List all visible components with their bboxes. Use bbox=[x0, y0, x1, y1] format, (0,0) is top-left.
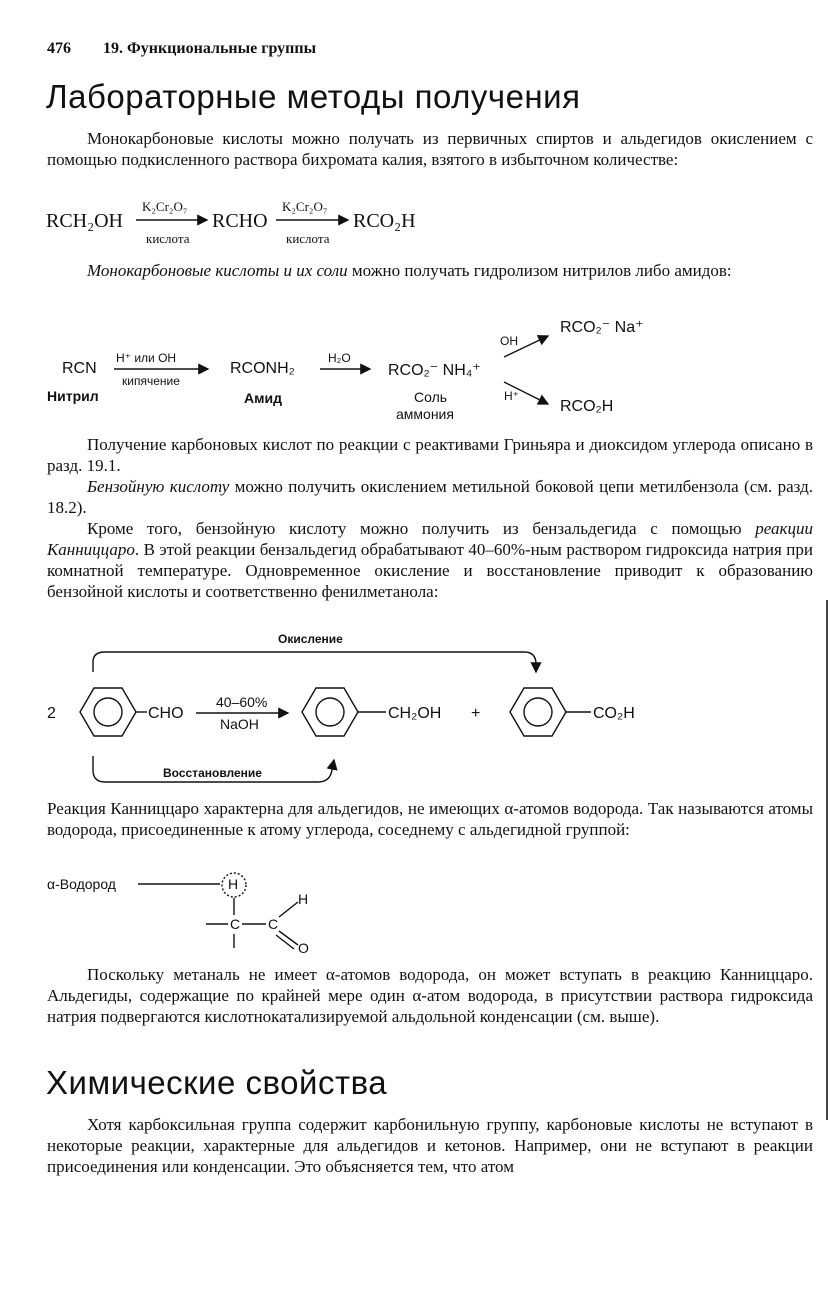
scheme-arrow2-top: H₂O bbox=[328, 351, 351, 365]
benzene-ring-1 bbox=[80, 688, 136, 736]
alpha-hydrogen-label: α-Водород bbox=[47, 876, 116, 892]
scheme-arrow-oh bbox=[504, 336, 548, 357]
eq1-condition2: кислота bbox=[286, 231, 330, 246]
section-title-chemical-properties: Химические свойства bbox=[46, 1064, 388, 1101]
scheme-arrow1-top: H⁺ или OH bbox=[116, 351, 177, 365]
cannizzaro-cho: CHO bbox=[148, 705, 184, 722]
cannizzaro-arrow-top: 40–60% bbox=[216, 694, 268, 710]
scheme-amide-name: Амид bbox=[244, 390, 282, 406]
paragraph-cannizzaro-italic: реакции Канниццаро bbox=[47, 519, 813, 559]
aromatic-circle-2 bbox=[316, 698, 344, 726]
oxidation-arrow bbox=[93, 652, 536, 672]
alpha-circled-h: H bbox=[228, 876, 239, 892]
paragraph-methanal: Поскольку метаналь не имеет α-атомов водорода, он может вступать в реакцию Канниццаро. Альдегиды, содержащие по крайней мере один α-атом водорода, в присутствии раствора гидроксида натрия подвергаются кислотнокатализируемой альдольной конденсации (см. выше). bbox=[47, 965, 813, 1026]
scheme-amide: RCONH₂ bbox=[230, 360, 295, 377]
carbonyl-oxygen: O bbox=[298, 940, 309, 956]
paragraph-nitriles-italic: Монокарбоновые кислоты и их соли bbox=[87, 261, 348, 280]
aldehyde-hydrogen: H bbox=[298, 891, 309, 907]
benzene-ring-2 bbox=[302, 688, 358, 736]
eq1-reagent2: K₂Cr₂O₇ bbox=[282, 199, 328, 214]
eq1-intermediate: RCHO bbox=[212, 210, 268, 232]
scheme-salt-name-1: Соль bbox=[414, 389, 448, 405]
scheme-product-bottom: RCO₂H bbox=[560, 398, 614, 415]
scheme-h-label: H⁺ bbox=[504, 389, 519, 403]
benzene-ring-3 bbox=[510, 688, 566, 736]
paragraph-intro: Монокарбоновые кислоты можно получать из первичных спиртов и альдегидов окислением с помощью подкисленного раствора бихромата калия, взятого в избыточном количестве: bbox=[47, 129, 813, 169]
scheme-oh-label: OH bbox=[500, 334, 518, 348]
reduction-arrow bbox=[93, 756, 334, 782]
eq1-condition1: кислота bbox=[146, 231, 190, 246]
paragraph-benzoic-rest: можно получить окислением метильной боковой цепи метилбензола (см. разд. 18.2). bbox=[47, 477, 813, 517]
eq1-reactant: RCH₂OH bbox=[46, 210, 123, 232]
eq1-reagent1: K₂Cr₂O₇ bbox=[142, 199, 188, 214]
scheme-rcn-name: Нитрил bbox=[47, 388, 99, 404]
cannizzaro-arrow-bottom: NaOH bbox=[220, 716, 259, 732]
paragraph-benzoic-italic: Бензойную кислоту bbox=[87, 477, 230, 496]
paragraph-alpha-hydrogen: Реакция Канниццаро характерна для альдегидов, не имеющих α-атомов водорода. Так называются атомы водорода, присоединенные к атому углерода, соседнему с альдегидной группой: bbox=[47, 799, 813, 839]
alpha-h-dashed-circle bbox=[222, 873, 246, 897]
scheme-salt-name-2: аммония bbox=[396, 406, 454, 422]
scheme-product-top: RCO₂⁻ Na⁺ bbox=[560, 319, 644, 336]
paragraph-cannizzaro-a: Кроме того, бензойную кислоту можно получить из бензальдегида с помощью bbox=[87, 519, 756, 538]
chapter-title: 19. Функциональные группы bbox=[103, 40, 317, 57]
eq1-product: RCO₂H bbox=[353, 210, 416, 232]
cannizzaro-ch2oh: CH₂OH bbox=[388, 705, 442, 722]
paragraph-cannizzaro-b: . В этой реакции бензальдегид обрабатывают 40–60%-ным раствором гидроксида натрия при комнатной температуре. Одновременное окисление и восстановление приводит к образованию бензойной кислоты и соответственно фенилметанола: bbox=[47, 540, 813, 601]
cannizzaro-coefficient: 2 bbox=[47, 705, 56, 722]
cannizzaro-plus: + bbox=[471, 705, 481, 722]
cannizzaro-oxidation-label: Окисление bbox=[278, 632, 343, 646]
carbonyl-carbon: C bbox=[268, 916, 279, 932]
aromatic-circle-3 bbox=[524, 698, 552, 726]
scheme-rcn: RCN bbox=[62, 360, 97, 377]
paragraph-chemical-properties: Хотя карбоксильная группа содержит карбонильную группу, карбоновые кислоты не вступают в некоторые реакции, характерные для альдегидов и кетонов. Например, они не вступают в реакции присоединения или конденсации. Это объясняется тем, что атом bbox=[47, 1115, 813, 1176]
section-title-lab-methods: Лабораторные методы получения bbox=[46, 78, 581, 115]
paragraph-nitriles-rest: можно получать гидролизом нитрилов либо амидов: bbox=[347, 261, 732, 280]
paragraph-grignard: Получение карбоновых кислот по реакции с реактивами Гриньяра и диоксидом углерода описано в разд. 19.1. bbox=[47, 435, 813, 475]
cannizzaro-reduction-label: Восстановление bbox=[163, 766, 262, 780]
scheme-salt: RCO₂⁻ NH₄⁺ bbox=[388, 362, 481, 379]
scheme-arrow-h bbox=[504, 382, 548, 404]
page-number: 476 bbox=[47, 40, 71, 57]
cannizzaro-co2h: CO₂H bbox=[593, 705, 635, 722]
aromatic-circle-1 bbox=[94, 698, 122, 726]
scheme-arrow1-bottom: кипячение bbox=[122, 374, 180, 388]
alpha-carbon: C bbox=[230, 916, 241, 932]
